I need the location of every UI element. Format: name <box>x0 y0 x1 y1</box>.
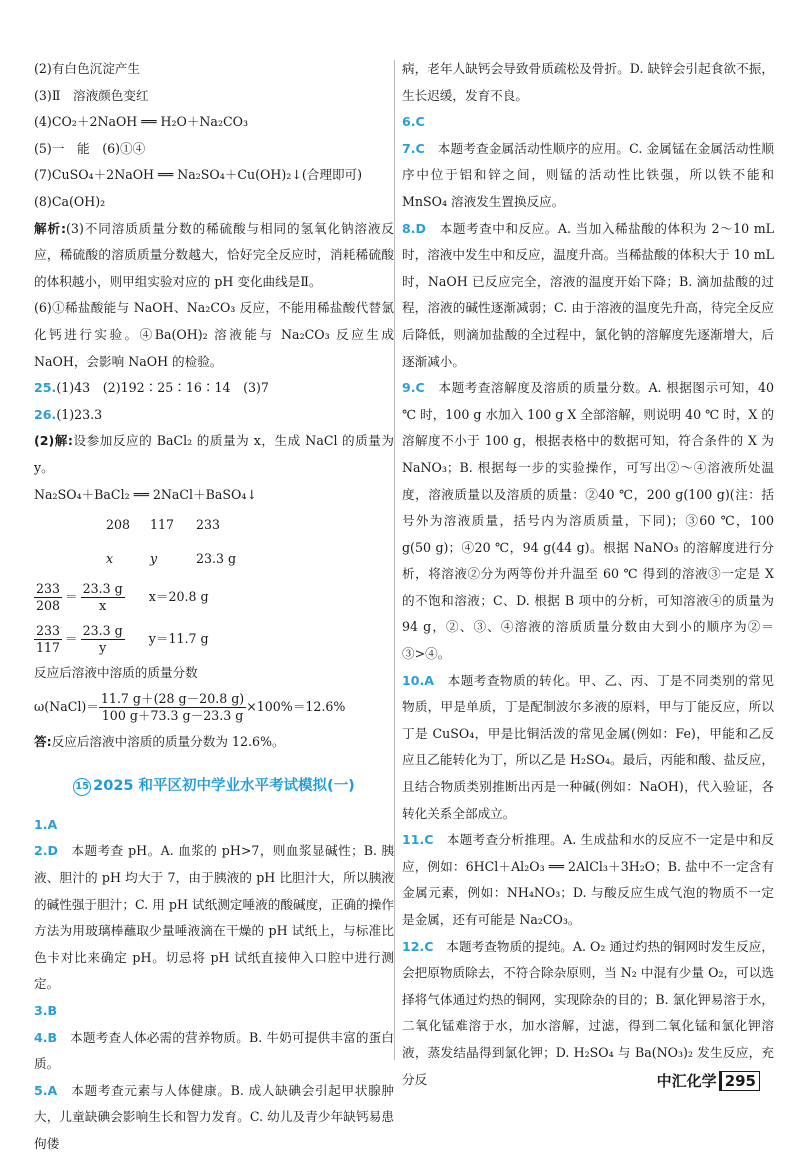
question-number: 5.A <box>34 1082 58 1098</box>
fraction-denominator: x <box>99 597 107 613</box>
fraction-denominator: 117 <box>36 639 61 655</box>
mass-var: 23.3 g <box>196 550 237 566</box>
subject-label: 中汇化学 <box>656 1072 717 1090</box>
question-number: 1.A <box>34 816 58 832</box>
question-26 <box>34 402 394 429</box>
section-number-badge: 15 <box>73 778 91 796</box>
solution-intro <box>34 428 394 481</box>
question-explanation: 本题考查元素与人体健康。B. 成人缺碘会引起甲状腺肿大，儿童缺碘会影响生长和智力发育。C. 幼儿及青少年缺钙易患佝偻 <box>34 1082 394 1151</box>
question-number: 10.A <box>402 672 435 688</box>
question-explanation: 本题考查 pH。A. 血浆的 pH>7，则血浆显碱性；B. 胰液、胆汁的 pH 均大于 7，由于胰液的 pH 比胆汁大，所以胰液的碱性强于胆汁；C. 用 pH 试纸测定唾液的酸碱度，正确的操作方法为用玻璃棒蘸取少量唾液滴在干燥的 pH 试纸上，与标准比色卡对比来确定 pH。切忌将 pH 试纸直接伸入口腔中进行测定。 <box>34 843 395 992</box>
question-6 <box>402 109 774 136</box>
fraction-numerator: 233 <box>36 622 61 638</box>
actual-masses <box>34 542 394 576</box>
question-explanation: 本题考查溶解度及溶质的质量分数。A. 根据图示可知，40 ℃ 时，100 g 水加入 100 g X 全部溶解，则说明 40 ℃ 时，X 的溶解度不小于 100 g，根据表格中的数据可知，符合条件的 X 为 NaNO₃；B. 根据每一步的实验操作，可写出②～④溶液所处温度，溶液质量以及溶质的质量：②40 ℃，200 g(100 g)(注：括号外为溶液质量，括号内为溶质质量，下同)；③60 ℃，100 g(50 g)；④20 ℃，94 g(44 g)。根据 NaNO₃ 的溶解度进行分析，将溶液②分为两等份并升温至 60 ℃ 得到的溶液③一定是 X 的不饱和溶液；C、D. 根据 B 项中的分析，可知溶液④的质量为 94 g，②、③、④溶液的溶质质量分数由大到小的顺序为②＝③>④。 <box>402 380 774 662</box>
question-number: 7.C <box>402 140 425 156</box>
ratio-equation-2: $\frac{233}{117}$ ＝ $\frac{23.3 g}{y}$ y＝11.7 g <box>36 622 209 655</box>
page-number: 295 <box>719 1071 760 1091</box>
section-title <box>34 773 394 800</box>
analysis-label: 解析: <box>34 220 67 236</box>
analysis-paragraph: (6)①稀盐酸能与 NaOH、Na₂CO₃ 反应，不能用稀盐酸代替氯化钙进行实验。④Ba(OH)₂ 溶液能与 Na₂CO₃ 反应生成 NaOH，会影响 NaOH 的检验。 <box>34 300 394 369</box>
fraction-numerator: 23.3 g <box>82 580 123 596</box>
left-column <box>34 56 394 1158</box>
ratio-equation-1: $\frac{233}{208}$ ＝ $\frac{23.3 g}{x}$ x＝20.8 g <box>36 580 209 613</box>
question-number: 11.C <box>402 832 434 848</box>
question-number: 9.C <box>402 380 425 396</box>
fraction-numerator: 23.3 g <box>82 622 123 638</box>
answer-line: (7)CuSO₄＋2NaOH ══ Na₂SO₄＋Cu(OH)₂↓(合理即可) <box>34 167 363 183</box>
fraction-denominator: 208 <box>36 597 61 613</box>
question-answer: (1)23.3 <box>56 406 103 422</box>
mass-var: x <box>106 550 114 566</box>
question-number: 8.D <box>402 220 427 236</box>
question-number: 25. <box>34 380 57 396</box>
question-answer: (1)43 (2)192∶25∶16∶14 (3)7 <box>56 380 269 396</box>
answer-line: (3)Ⅱ 溶液颜色变红 <box>34 87 149 103</box>
column-divider <box>394 60 395 1060</box>
question-number: 3.B <box>34 1003 58 1019</box>
answer-label: 答: <box>34 733 52 749</box>
right-column <box>402 56 774 1093</box>
question-4 <box>34 1025 394 1078</box>
mass-fraction-equation <box>34 687 394 729</box>
question-2 <box>34 838 394 998</box>
after-text: 反应后溶液中溶质的质量分数 <box>34 665 198 681</box>
ratio-result: x＝20.8 g <box>148 588 209 604</box>
question-3 <box>34 998 394 1025</box>
analysis-text: (3)不同溶质质量分数的稀硫酸与相同的氢氧化钠溶液反应，稀硫酸的溶质质量分数越大，恰好完全反应时，消耗稀硫酸的体积越小，则甲组实验对应的 pH 变化曲线是Ⅱ。 <box>34 220 394 289</box>
question-5 <box>34 1078 394 1158</box>
mass-value: 233 <box>196 516 221 532</box>
final-answer <box>34 729 394 756</box>
relative-masses <box>34 508 394 542</box>
mass-var: y <box>150 550 158 566</box>
answer-line: (4)CO₂＋2NaOH ══ H₂O＋Na₂CO₃ <box>34 114 248 130</box>
question-explanation: 本题考查分析推理。A. 生成盐和水的反应不一定是中和反应，例如：6HCl＋Al₂O₃ ══ 2AlCl₃＋3H₂O；B. 盐中不一定含有金属元素，例如：NH₄NO₃；D. 与酸反应生成气泡的物质不一定是金属，还有可能是 Na₂CO₃。 <box>402 832 774 927</box>
mass-value: 208 <box>106 516 131 532</box>
fraction-denominator: 100 g＋73.3 g－23.3 g <box>101 708 244 724</box>
section-title-text: 2025 和平区初中学业水平考试模拟(一) <box>93 778 355 795</box>
question-11 <box>402 827 774 933</box>
answer-text: 反应后溶液中溶质的质量分数为 12.6%。 <box>51 733 285 749</box>
answer-line: (8)Ca(OH)₂ <box>34 193 106 209</box>
question-number: 26. <box>34 406 57 422</box>
question-number: 4.B <box>34 1029 58 1045</box>
continued-text: 病，老年人缺钙会导致骨质疏松及骨折。D. 缺锌会引起食欲不振，生长迟缓，发育不良。 <box>402 61 774 103</box>
question-9 <box>402 375 774 668</box>
fraction-numerator: 233 <box>36 580 61 596</box>
solution-label: (2)解: <box>34 433 73 449</box>
fraction-numerator: 11.7 g＋(28 g－20.8 g) <box>100 691 245 707</box>
question-explanation: 本题考查人体必需的营养物质。B. 牛奶可提供丰富的蛋白质。 <box>34 1029 395 1072</box>
ratio-result: y＝11.7 g <box>148 630 209 646</box>
answer-line: (2)有白色沉淀产生 <box>34 61 140 76</box>
chemical-equation: Na₂SO₄＋BaCl₂ ══ 2NaCl＋BaSO₄↓ <box>34 486 257 502</box>
question-number: 6.C <box>402 114 425 130</box>
question-explanation: 本题考查物质的提纯。A. O₂ 通过灼热的铜网时发生反应，会把原物质除去，不符合除杂原则，当 N₂ 中混有少量 O₂，可以选择将气体通过灼热的铜网，实现除杂的目的；B. 氯化钾易溶于水，二氧化锰难溶于水，加水溶解，过滤，得到二氧化锰和氯化钾溶液，蒸发结晶得到氯化钾；D. H₂SO₄ 与 Ba(NO₃)₂ 发生反应，充分反 <box>402 938 775 1087</box>
question-number: 12.C <box>402 938 434 954</box>
analysis-paragraph <box>34 216 394 296</box>
question-explanation: 本题考查物质的转化。甲、乙、丙、丁是不同类别的常见物质，甲是单质，丁是配制波尔多液的原料，甲与丁能反应，所以丁是 CuSO₄，甲是比铜活泼的常见金属(例如：Fe)，甲能和乙反应且乙能转化为丁，所以乙是 H₂SO₄。最后，丙能和酸、盐反应，且结合物质类别推断出丙是一种碱(例如：NaOH)，代入验证，各转化关系全部成立。 <box>402 672 775 821</box>
omega-prefix: ω(NaCl)＝ <box>34 699 99 715</box>
answer-line: (5)一 能 (6)①④ <box>34 140 146 156</box>
mass-value: 117 <box>150 516 175 532</box>
fraction-denominator: y <box>99 639 107 655</box>
question-10 <box>402 668 774 828</box>
omega-suffix: ×100%＝12.6% <box>246 699 346 715</box>
page-footer <box>657 1070 760 1091</box>
question-explanation: 本题考查金属活动性顺序的应用。C. 金属锰在金属活动性顺序中位于铝和锌之间，则锰的活动性比铁强，所以铁不能和 MnSO₄ 溶液发生置换反应。 <box>402 140 774 209</box>
question-25 <box>34 375 394 402</box>
question-8 <box>402 216 774 376</box>
solution-text: 设参加反应的 BaCl₂ 的质量为 x，生成 NaCl 的质量为 y。 <box>34 433 394 475</box>
question-explanation: 本题考查中和反应。A. 当加入稀盐酸的体积为 2～10 mL 时，溶液中发生中和反应，温度升高。当稀盐酸的体积大于 10 mL 时，NaOH 已反应完全，溶液的温度开始下降；B. 滴加盐酸的过程，溶液的碱性逐渐减弱；C. 由于溶液的温度先升高，待完全反应后降低，则滴加盐酸的全过程中，氯化钠的溶解度先逐渐增大，后逐渐减小。 <box>402 220 775 369</box>
question-1 <box>34 812 394 839</box>
question-7 <box>402 136 774 216</box>
question-number: 2.D <box>34 843 59 859</box>
